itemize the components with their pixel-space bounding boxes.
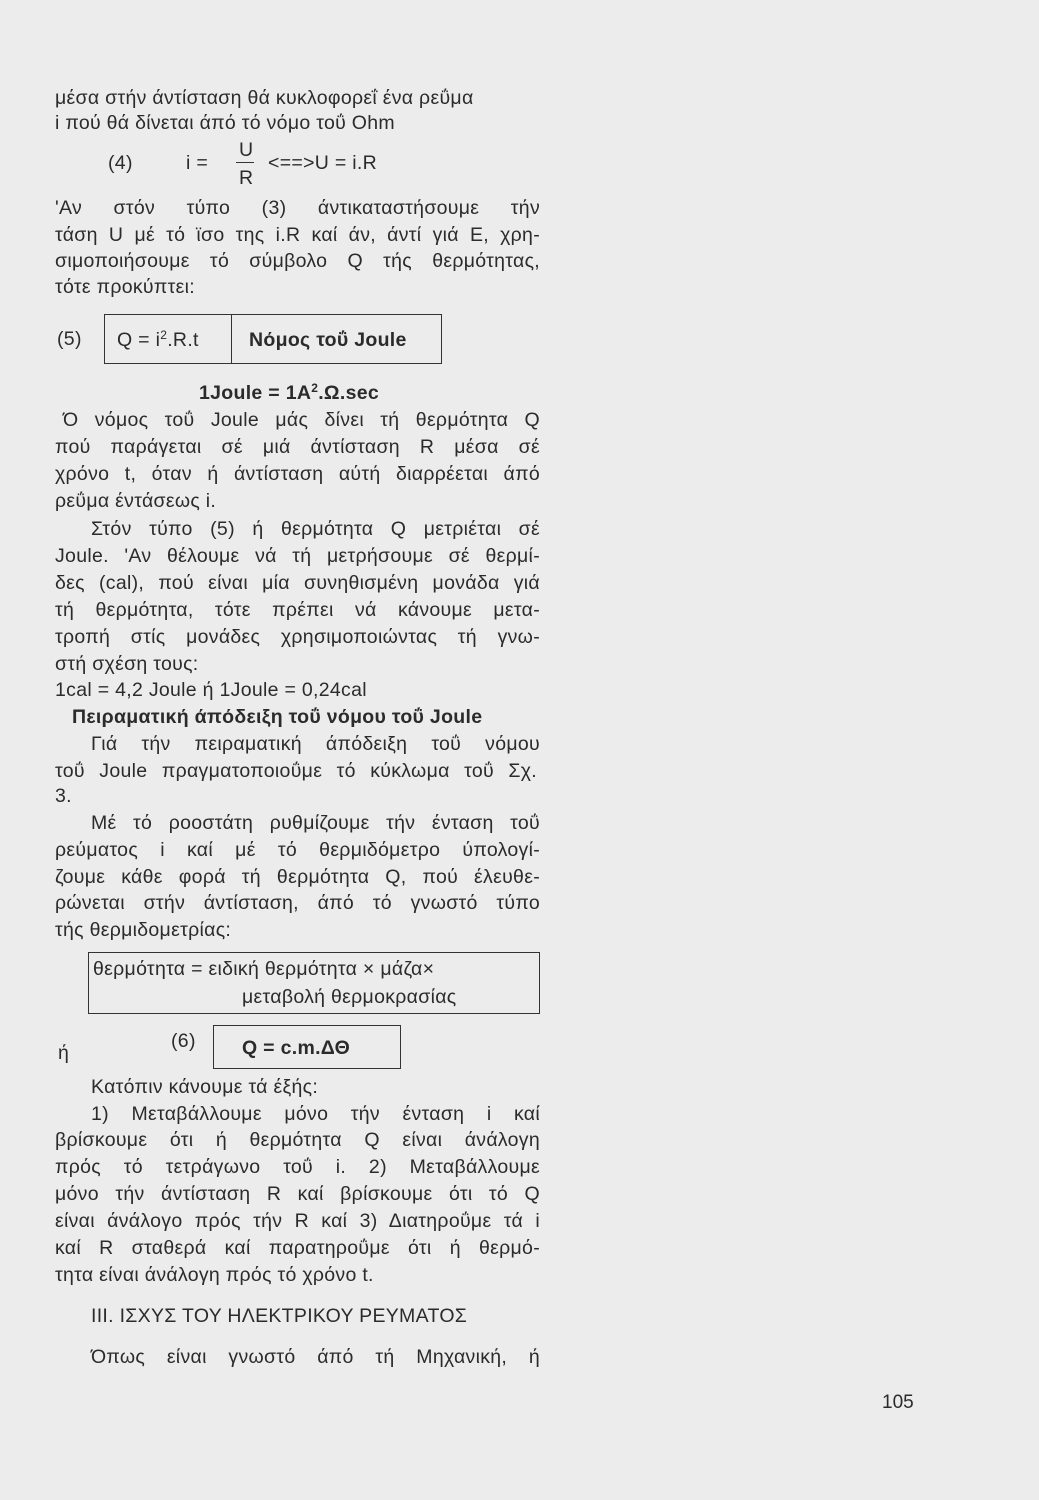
text-line: μέσα στήν άντίσταση θά κυκλοφορεΐ ένα ρεΰμα [55, 87, 474, 109]
text-line: Μέ τό ροοστάτη ρυθμίζουμε τήν ένταση τοΰ [91, 812, 540, 834]
calorimetry-line-1: θερμότητα = ειδική θερμότητα × μάζα× [93, 958, 435, 980]
equation-lhs: i = [186, 152, 209, 174]
text-line: Όπως είναι γνωστό άπό τή Μηχανική, ή [91, 1346, 540, 1368]
text-line: τής θερμιδομετρίας: [55, 919, 232, 941]
text-line: Στόν τύπο (5) ή θερμότητα Q μετριέται σέ [91, 518, 540, 540]
text-line: τότε προκύπτει: [55, 276, 195, 298]
equation-6-formula: Q = c.m.ΔΘ [242, 1037, 351, 1059]
fraction-numerator: U [239, 139, 254, 161]
fraction-bar [236, 162, 254, 163]
text-line: Ό νόμος τοΰ Joule μάς δίνει τή θερμότητα Q [63, 409, 540, 431]
joule-law-box [104, 314, 442, 364]
joule-law-name: Νόμος τοΰ Joule [249, 329, 407, 351]
text-line: δες (cal), πού είναι μία συνηθισμένη μονάδα γιά [55, 572, 540, 594]
text-line: χρόνο t, όταν ή άντίσταση αύτή διαρρέεται άπό [55, 463, 540, 485]
equation-6-box [213, 1025, 401, 1069]
section-heading: Πειραματική άπόδειξη τοΰ νόμου τοΰ Joule [72, 706, 483, 728]
text-line: στή σχέση τους: [55, 653, 199, 675]
calorimetry-line-2: μεταβολή θερμοκρασίας [242, 986, 457, 1008]
text-line: μόνο τήν άντίσταση R καί βρίσκουμε ότι τό Q [55, 1183, 540, 1205]
box-divider [231, 315, 232, 363]
equation-rhs: <==>U = i.R [268, 152, 377, 174]
text-line: τητα είναι άνάλογη πρός τό χρόνο t. [55, 1264, 374, 1286]
text-line: ζουμε κάθε φορά τή θερμότητα Q, πού έλευθε- [55, 866, 540, 888]
text-line: σιμοποιήσουμε τό σύμβολο Q τής θερμότητας, [55, 250, 540, 272]
text-line: 1cal = 4,2 Joule ή 1Joule = 0,24cal [55, 679, 367, 701]
text-line: τάση U μέ τό ϊσο της i.R καί άν, άντί γιά Ε, χρη- [55, 224, 540, 246]
equation-label: (6) [171, 1030, 196, 1052]
text-line: ρεύματος i καί μέ τό θερμιδόμετρο ύπολογί- [55, 839, 540, 861]
text-line: τοΰ Joule πραγματοποιοΰμε τό κύκλωμα τοΰ Σχ. [55, 760, 537, 782]
text-line: τροπή στίς μονάδες χρησιμοποιώντας τή γνω- [55, 626, 540, 648]
section-heading: III. ΙΣΧΥΣ ΤΟΥ ΗΛΕΚΤΡΙΚΟΥ ΡΕΥΜΑΤΟΣ [91, 1305, 468, 1327]
text-line: πού παράγεται σέ μιά άντίσταση R μέσα σέ [55, 436, 540, 458]
text-line: είναι άνάλογο πρός τήν R καί 3) Διατηροΰμε τά i [55, 1210, 540, 1232]
text-line: 1) Μεταβάλλουμε μόνο τήν ένταση i καί [91, 1103, 540, 1125]
text-line: 3. [55, 785, 72, 807]
text-line: βρίσκουμε ότι ή θερμότητα Q είναι άνάλογη [55, 1129, 540, 1151]
text-line: πρός τό τετράγωνο τοΰ i. 2) Μεταβάλλουμε [55, 1156, 540, 1178]
text-line: τή θερμότητα, τότε πρέπει νά κάνουμε μετα- [55, 599, 540, 621]
text-line: ρεΰμα έντάσεως i. [55, 490, 217, 512]
calorimetry-formula-box [88, 952, 540, 1014]
text-line: 'Αν στόν τύπο (3) άντικαταστήσουμε τήν [55, 197, 540, 219]
text-line: Γιά τήν πειραματική άπόδειξη τοΰ νόμου [91, 733, 540, 755]
text-line: ρώνεται στήν άντίσταση, άπό τό γνωστό τύπο [55, 892, 540, 914]
text-line: i πού θά δίνεται άπό τό νόμο τοΰ Ohm [55, 112, 395, 134]
page-number: 105 [882, 1392, 914, 1413]
conjunction-text: ή [58, 1042, 70, 1064]
unit-definition: 1Joule = $1A^2.\Omega.\sec$ [199, 381, 380, 404]
text-line: Joule. 'Αν θέλουμε νά τή μετρήσουμε σέ θερμί- [55, 545, 540, 567]
text-line: καί R σταθερά καί παρατηροΰμε ότι ή θερμό- [55, 1237, 540, 1259]
text-line: Κατόπιν κάνουμε τά έξής: [91, 1076, 319, 1098]
equation-label: (4) [108, 152, 133, 174]
joule-law-formula: $Q = i^2.R.t$ [117, 328, 199, 351]
fraction-denominator: R [239, 167, 254, 189]
equation-label: (5) [57, 328, 82, 350]
